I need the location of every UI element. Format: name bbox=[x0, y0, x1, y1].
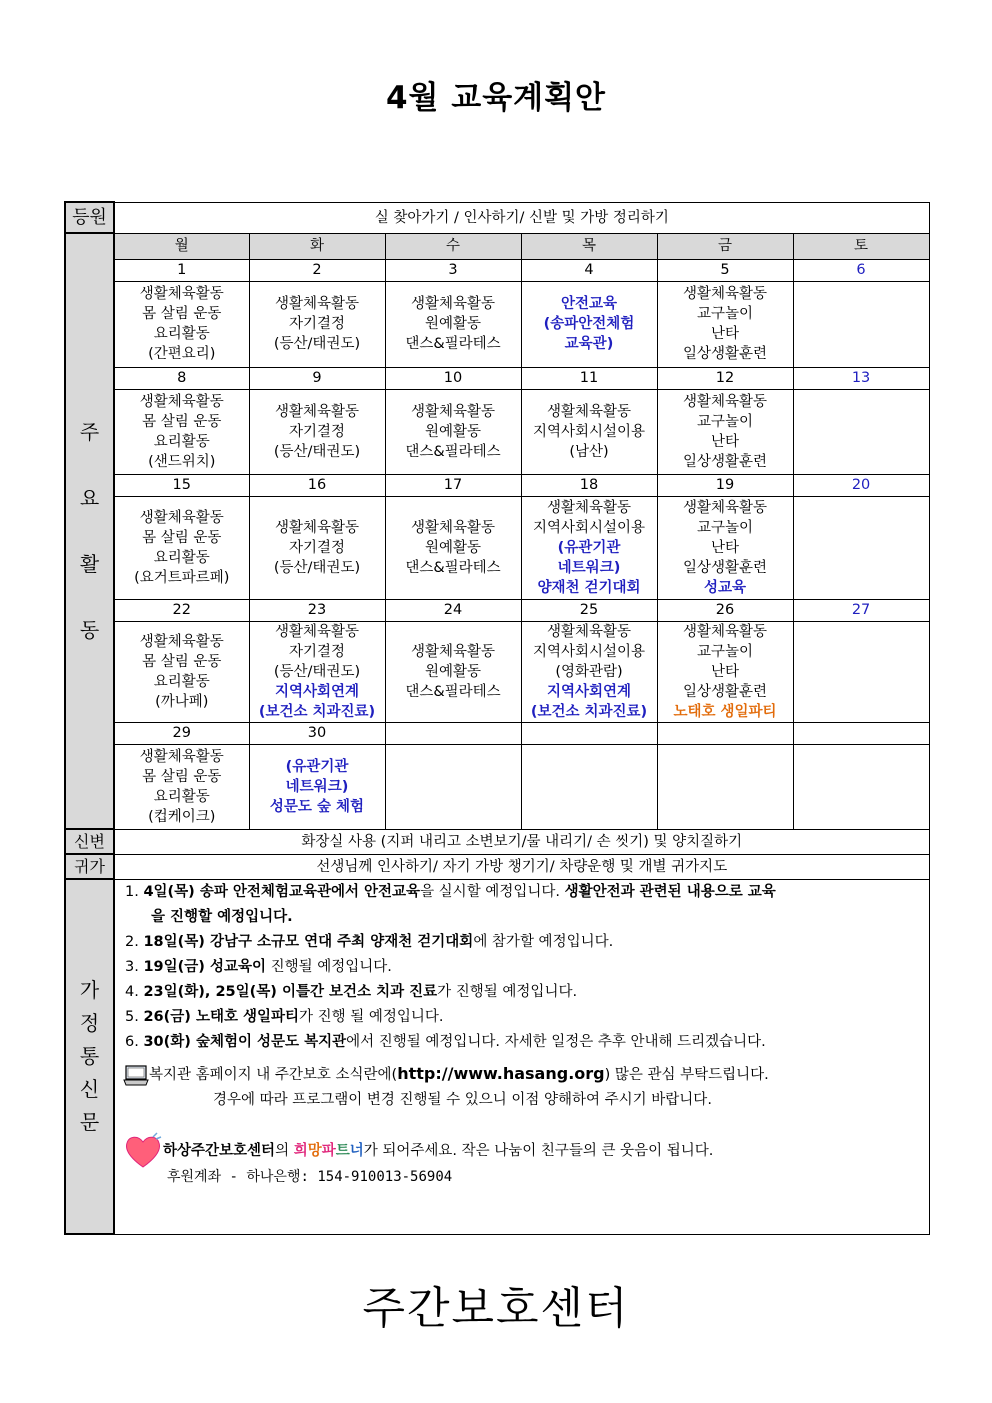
item-number: 6. bbox=[125, 1033, 144, 1050]
activity-line: 네트워크) bbox=[557, 559, 621, 576]
activity-line: 난타 bbox=[710, 433, 739, 450]
activity-line: (보건소 치과진료) bbox=[258, 703, 376, 720]
activity-label-char: 요 bbox=[79, 486, 100, 510]
arrival-label: 등원 bbox=[65, 202, 114, 233]
activity-line: 생활체육활동 bbox=[139, 633, 224, 650]
activity-line: 원예활동 bbox=[424, 663, 482, 680]
activity-line: 몸 살림 운동 bbox=[142, 413, 222, 430]
home-text: 선생님께 인사하기/ 자기 가방 챙기기/ 차량운행 및 개별 귀가지도 bbox=[114, 854, 929, 879]
weekday-header: 수 bbox=[385, 233, 521, 259]
hope-partner-char: 망 bbox=[307, 1142, 322, 1159]
date-cell: 6 bbox=[793, 259, 929, 281]
activity-line: 생활체육활동 bbox=[682, 393, 768, 410]
activity-cell bbox=[249, 744, 385, 829]
activity-line: 지역사회연계 bbox=[546, 683, 632, 700]
activity-line: 지역사회연계 bbox=[274, 683, 360, 700]
activity-line: 생활체육활동 bbox=[139, 286, 224, 302]
item-text: 26(금) 노태호 생일파티 bbox=[143, 1008, 300, 1025]
activity-line: 난타 bbox=[710, 539, 739, 556]
computer-icon bbox=[123, 1064, 149, 1086]
activity-line: 생활체육활동 bbox=[546, 403, 632, 420]
date-cell bbox=[657, 722, 793, 744]
page-title: 4월 교육계획안 bbox=[385, 80, 607, 116]
newsletter-content bbox=[114, 879, 929, 1234]
weekday-header: 금 bbox=[657, 233, 793, 259]
activity-line: 지역사회시설이용 bbox=[532, 519, 646, 536]
activity-line: 네트워크) bbox=[285, 778, 349, 795]
activity-line: 요리활동 bbox=[153, 673, 210, 690]
date-cell: 27 bbox=[793, 599, 929, 621]
homepage-text: 복지관 홈페이지 내 주간보호 소식란에( bbox=[149, 1066, 398, 1083]
activity-cell bbox=[114, 621, 249, 722]
change-notice: 경우에 따라 프로그램이 변경 진행될 수 있으니 이점 양해하여 주시기 바랍니다. bbox=[213, 1091, 712, 1108]
activity-line: 요리활동 bbox=[153, 549, 210, 566]
date-cell: 20 bbox=[793, 474, 929, 496]
activity-line: 생활체육활동 bbox=[410, 296, 496, 312]
activity-line: 몸 살림 운동 bbox=[142, 768, 222, 785]
newsletter-item bbox=[123, 955, 929, 980]
activity-line: (보건소 치과진료) bbox=[530, 703, 648, 720]
activity-line: (등산/태권도) bbox=[273, 663, 361, 680]
activity-cell bbox=[114, 389, 249, 474]
activity-cell bbox=[249, 621, 385, 722]
date-cell: 4 bbox=[521, 259, 657, 281]
date-cell: 18 bbox=[521, 474, 657, 496]
activity-cell bbox=[521, 281, 657, 367]
item-text: 가 진행 될 예정입니다. bbox=[299, 1008, 444, 1025]
activity-line: 자기결정 bbox=[288, 316, 346, 332]
date-cell: 13 bbox=[793, 367, 929, 389]
activity-line: 난타 bbox=[710, 326, 739, 342]
newsletter-item bbox=[123, 980, 929, 1005]
hope-partner-char: 트 bbox=[335, 1142, 350, 1159]
activity-line: 생활체육활동 bbox=[274, 403, 360, 420]
activity-label-chars bbox=[66, 399, 113, 663]
newsletter-item bbox=[123, 1030, 929, 1055]
hope-partner-char: 파 bbox=[321, 1142, 336, 1159]
activity-label-char: 주 bbox=[79, 420, 100, 444]
activity-line: 생활체육활동 bbox=[546, 623, 632, 640]
hygiene-label: 신변 bbox=[65, 829, 114, 854]
activity-line: (유관기관 bbox=[557, 539, 621, 556]
activity-line: (영화관람) bbox=[555, 663, 623, 680]
activity-line: 원예활동 bbox=[424, 423, 482, 440]
newsletter-label bbox=[65, 879, 114, 1234]
activity-cell bbox=[657, 744, 793, 829]
activity-cell bbox=[385, 496, 521, 599]
date-cell: 22 bbox=[114, 599, 249, 621]
activity-cell bbox=[385, 281, 521, 367]
date-cell: 16 bbox=[249, 474, 385, 496]
item-number: 4. bbox=[125, 983, 144, 1000]
item-text: 30(화) 숲체험이 성문도 복지관 bbox=[143, 1033, 347, 1050]
activity-cell bbox=[385, 621, 521, 722]
item-number: 2. bbox=[125, 933, 144, 950]
newsletter-label-char: 가 bbox=[79, 978, 100, 1002]
activity-line: 교육관) bbox=[564, 336, 614, 352]
item-text: 생활안전과 관련된 내용으로 교육 bbox=[564, 883, 776, 900]
activity-line: 댄스&필라테스 bbox=[405, 443, 501, 460]
hope-partner-char: 희 bbox=[293, 1142, 308, 1159]
date-cell: 2 bbox=[249, 259, 385, 281]
activity-cell bbox=[521, 389, 657, 474]
item-number: 5. bbox=[125, 1008, 144, 1025]
item-number: 1. bbox=[125, 883, 144, 900]
date-cell: 11 bbox=[521, 367, 657, 389]
date-cell: 23 bbox=[249, 599, 385, 621]
date-cell: 19 bbox=[657, 474, 793, 496]
activity-line: 교구놀이 bbox=[696, 519, 754, 536]
newsletter-item bbox=[123, 905, 929, 930]
date-cell: 17 bbox=[385, 474, 521, 496]
activity-line: 일상생활훈련 bbox=[682, 453, 768, 470]
activity-line: 댄스&필라테스 bbox=[405, 683, 501, 700]
item-text: 4일(목) 송파 안전체험교육관에서 안전교육 bbox=[143, 883, 421, 900]
item-text: 을 실시할 예정입니다. bbox=[420, 883, 565, 900]
date-cell: 30 bbox=[249, 722, 385, 744]
weekday-header: 토 bbox=[793, 233, 929, 259]
donation-text-after: 가 되어주세요. 작은 나눔이 친구들의 큰 웃음이 됩니다. bbox=[363, 1142, 714, 1159]
activity-line: (요거트파르페) bbox=[134, 569, 230, 586]
item-text: 을 진행할 예정입니다. bbox=[151, 908, 293, 925]
date-cell: 15 bbox=[114, 474, 249, 496]
newsletter-item bbox=[123, 880, 929, 905]
activity-line: 생활체육활동 bbox=[410, 643, 496, 660]
donation-center-name: 하상주간보호센터 bbox=[163, 1142, 276, 1159]
activity-line: 성문도 숲 체험 bbox=[269, 798, 365, 815]
newsletter-item bbox=[123, 930, 929, 955]
activity-line: 생활체육활동 bbox=[274, 623, 360, 640]
activity-line: (남산) bbox=[569, 443, 609, 460]
item-text: 진행될 예정입니다. bbox=[265, 958, 392, 975]
activity-cell bbox=[793, 744, 929, 829]
activity-cell bbox=[521, 621, 657, 722]
newsletter-label-chars bbox=[66, 974, 113, 1139]
date-cell: 1 bbox=[114, 259, 249, 281]
activity-cell bbox=[793, 621, 929, 722]
date-cell: 29 bbox=[114, 722, 249, 744]
hygiene-text: 화장실 사용 (지퍼 내리고 소변보기/물 내리기/ 손 씻기) 및 양치질하기 bbox=[114, 829, 929, 854]
activity-cell bbox=[657, 281, 793, 367]
activity-line: 자기결정 bbox=[288, 539, 346, 556]
arrival-text: 실 찾아가기 / 인사하기/ 신발 및 가방 정리하기 bbox=[114, 202, 929, 233]
activity-line: 성교육 bbox=[703, 579, 747, 596]
activity-line: 생활체육활동 bbox=[139, 509, 224, 526]
date-cell bbox=[521, 722, 657, 744]
activity-line: 요리활동 bbox=[153, 326, 210, 342]
item-text: 에 참가할 예정입니다. bbox=[473, 933, 614, 950]
activity-line: 자기결정 bbox=[288, 643, 346, 660]
activity-line: 원예활동 bbox=[424, 316, 482, 332]
newsletter-label-char: 통 bbox=[79, 1044, 100, 1068]
newsletter-item bbox=[123, 1005, 929, 1030]
activity-cell bbox=[793, 389, 929, 474]
activity-label-char: 활 bbox=[79, 552, 100, 576]
date-cell: 10 bbox=[385, 367, 521, 389]
activity-line: 지역사회시설이용 bbox=[532, 643, 646, 660]
activity-line: 요리활동 bbox=[153, 433, 210, 450]
education-plan-table bbox=[64, 201, 930, 1235]
activity-line: 생활체육활동 bbox=[139, 748, 224, 765]
item-text: 18일(목) 강남구 소규모 연대 주최 양재천 걷기대회 bbox=[143, 933, 474, 950]
date-cell: 26 bbox=[657, 599, 793, 621]
activity-cell bbox=[249, 389, 385, 474]
item-text: 에서 진행될 예정입니다. 자세한 일정은 추후 안내해 드리겠습니다. bbox=[346, 1033, 766, 1050]
newsletter-label-char: 정 bbox=[79, 1011, 100, 1035]
activity-line: 댄스&필라테스 bbox=[405, 559, 501, 576]
date-cell: 24 bbox=[385, 599, 521, 621]
date-cell: 12 bbox=[657, 367, 793, 389]
activity-line: 안전교육 bbox=[560, 296, 618, 312]
heart-icon bbox=[123, 1131, 163, 1171]
activity-line: 생활체육활동 bbox=[682, 623, 768, 640]
activity-line: (까나페) bbox=[155, 693, 209, 710]
activity-line: 몸 살림 운동 bbox=[142, 306, 222, 322]
activity-line: (송파안전체험 bbox=[543, 316, 635, 332]
item-text: 23일(화), 25일(목) 이틀간 보건소 치과 진료 bbox=[143, 983, 438, 1000]
activity-line: (등산/태권도) bbox=[273, 336, 361, 352]
newsletter-label-char: 신 bbox=[79, 1077, 100, 1101]
activity-line: 댄스&필라테스 bbox=[405, 336, 501, 352]
activity-line: 생활체육활동 bbox=[546, 499, 632, 516]
activity-line: 교구놀이 bbox=[696, 306, 754, 322]
hope-partner-char: 너 bbox=[349, 1142, 364, 1159]
activity-cell bbox=[657, 496, 793, 599]
activity-line: 요리활동 bbox=[153, 788, 210, 805]
activity-cell bbox=[114, 744, 249, 829]
activity-line: 자기결정 bbox=[288, 423, 346, 440]
center-name-footer: 주간보호센터 bbox=[362, 1283, 630, 1334]
activity-cell bbox=[385, 389, 521, 474]
activity-cell bbox=[249, 496, 385, 599]
activity-line: 난타 bbox=[710, 663, 739, 680]
activity-cell bbox=[249, 281, 385, 367]
homepage-line bbox=[123, 1061, 929, 1088]
activity-line: 생활체육활동 bbox=[682, 499, 768, 516]
home-label: 귀가 bbox=[65, 854, 114, 879]
date-cell: 8 bbox=[114, 367, 249, 389]
donation-account: 후원계좌 - 하나은행: 154-910013-56904 bbox=[167, 1168, 453, 1185]
date-cell: 9 bbox=[249, 367, 385, 389]
item-text: 19일(금) 성교육이 bbox=[143, 958, 266, 975]
activity-label-char: 동 bbox=[79, 618, 100, 642]
activity-line: 생활체육활동 bbox=[410, 519, 496, 536]
donation-text: 의 bbox=[275, 1142, 294, 1159]
activity-line: (유관기관 bbox=[285, 758, 349, 775]
activity-line: 생활체육활동 bbox=[139, 393, 224, 410]
activity-line: 생활체육활동 bbox=[682, 286, 768, 302]
homepage-url[interactable]: http://www.hasang.org bbox=[397, 1063, 605, 1083]
activity-line: 일상생활훈련 bbox=[682, 683, 768, 700]
newsletter-label-char: 문 bbox=[79, 1110, 100, 1134]
activity-line: 일상생활훈련 bbox=[682, 559, 768, 576]
activity-cell bbox=[793, 281, 929, 367]
date-cell: 3 bbox=[385, 259, 521, 281]
activity-line: (등산/태권도) bbox=[273, 559, 361, 576]
activity-cell bbox=[385, 744, 521, 829]
activity-cell bbox=[657, 389, 793, 474]
activity-line: 일상생활훈련 bbox=[682, 346, 768, 362]
activity-line: 노태호 생일파티 bbox=[673, 703, 777, 720]
activity-line: (컵케이크) bbox=[148, 808, 216, 825]
activity-cell bbox=[521, 496, 657, 599]
date-cell bbox=[385, 722, 521, 744]
activity-label bbox=[65, 233, 114, 829]
weekday-header: 화 bbox=[249, 233, 385, 259]
activity-line: 생활체육활동 bbox=[274, 519, 360, 536]
date-cell: 5 bbox=[657, 259, 793, 281]
activity-cell bbox=[657, 621, 793, 722]
activity-line: 교구놀이 bbox=[696, 643, 754, 660]
activity-line: 몸 살림 운동 bbox=[142, 653, 222, 670]
activity-line: 몸 살림 운동 bbox=[142, 529, 222, 546]
date-cell: 25 bbox=[521, 599, 657, 621]
activity-cell bbox=[793, 496, 929, 599]
activity-cell bbox=[114, 281, 249, 367]
activity-cell bbox=[521, 744, 657, 829]
activity-cell bbox=[114, 496, 249, 599]
weekday-header: 목 bbox=[521, 233, 657, 259]
activity-line: 교구놀이 bbox=[696, 413, 754, 430]
item-text: 가 진행될 예정입니다. bbox=[437, 983, 578, 1000]
activity-line: 생활체육활동 bbox=[274, 296, 360, 312]
homepage-text-after: ) 많은 관심 부탁드립니다. bbox=[604, 1066, 769, 1083]
activity-line: 지역사회시설이용 bbox=[532, 423, 646, 440]
activity-line: 생활체육활동 bbox=[410, 403, 496, 420]
activity-line: 원예활동 bbox=[424, 539, 482, 556]
activity-line: 양재천 걷기대회 bbox=[537, 579, 641, 596]
activity-line: (간편요리) bbox=[148, 346, 216, 362]
activity-line: (샌드위치) bbox=[148, 453, 216, 470]
item-number: 3. bbox=[125, 958, 144, 975]
date-cell bbox=[793, 722, 929, 744]
activity-line: (등산/태권도) bbox=[273, 443, 361, 460]
weekday-header: 월 bbox=[114, 233, 249, 259]
